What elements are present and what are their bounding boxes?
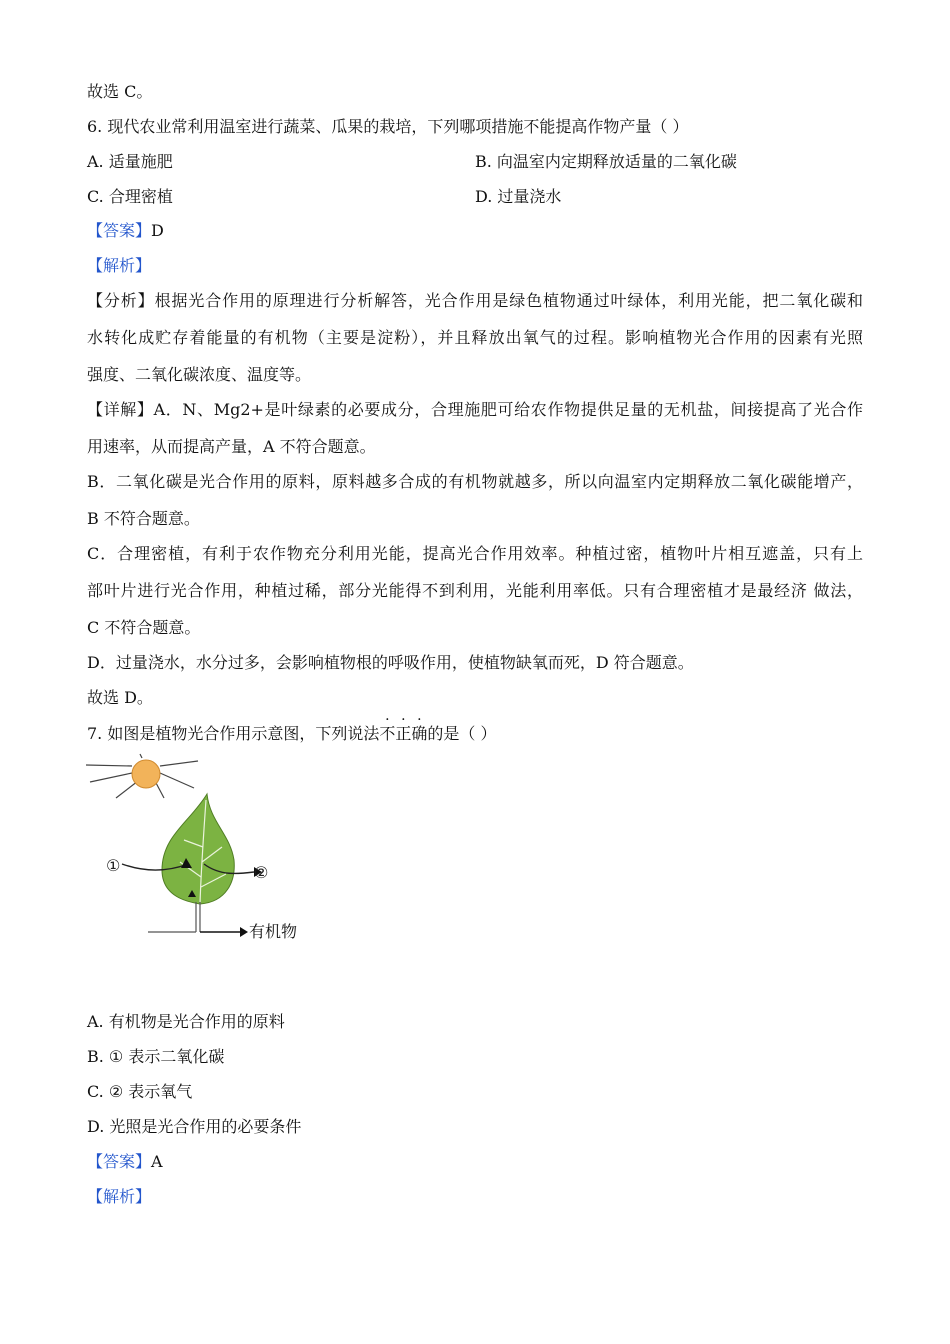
previous-conclusion: 故选 C。 (87, 82, 153, 101)
q7-answer: A (151, 1152, 163, 1171)
q6-option-c: C. 合理密植 (87, 187, 173, 206)
q6-option-d: D. 过量浇水 (475, 187, 562, 206)
q6-jiexi-tag: 【解析】 (87, 256, 152, 275)
sun-icon (132, 760, 160, 788)
emphasis-char: 确 (411, 724, 428, 743)
q6-detail-c-line-3: C 不符合题意。 (87, 618, 201, 637)
q7-stem: 7. 如图是植物光合作用示意图，下列说法不正确的是（ ） (87, 724, 497, 743)
analysis-tag: 【分析】 (87, 291, 155, 310)
q6-detail-c-line-2: 部叶片进行光合作用，种植过稀，部分光能得不到利用，光能利用率低。只有合理密植才是最经济 做法， (87, 581, 863, 600)
arrow-right-icon (240, 927, 248, 937)
answer-tag: 【答案】 (87, 1152, 152, 1171)
q6-option-a: A. 适量施肥 (87, 152, 173, 171)
q7-jiexi-tag: 【解析】 (87, 1187, 152, 1206)
q6-detail-c-line-1: C．合理密植，有利于农作物充分利用光能，提高光合作用效率。种植过密，植物叶片相互遮盖，只有上 (87, 544, 863, 563)
figure-label-organic: 有机物 (249, 922, 298, 941)
q6-option-b: B. 向温室内定期释放适量的二氧化碳 (475, 152, 737, 171)
q6-detail-b-line-1: B．二氧化碳是光合作用的原料，原料越多合成的有机物就越多，所以向温室内定期释放二氧化碳能增产， (87, 472, 863, 491)
q6-stem: 6. 现代农业常利用温室进行蔬菜、瓜果的栽培，下列哪项措施不能提高作物产量（ ） (87, 117, 689, 136)
photosynthesis-diagram (80, 752, 320, 947)
figure-label-2: ② (254, 863, 269, 882)
detail-tag: 【详解】 (87, 400, 154, 419)
q6-detail-b-line-2: B 不符合题意。 (87, 509, 200, 528)
q6-detail-a-line-1: 【详解】A．N、Mg2+是叶绿素的必要成分，合理施肥可给农作物提供足量的无机盐，间接提高了光合作 (87, 400, 863, 419)
q6-answer-line (87, 221, 164, 241)
q7-option-c: C. ② 表示氧气 (87, 1082, 193, 1101)
emphasis-char: 正 (395, 724, 412, 743)
q6-conclusion: 故选 D。 (87, 688, 153, 707)
q6-answer: D (151, 221, 164, 240)
q6-analysis-line-1: 【分析】根据光合作用的原理进行分析解答，光合作用是绿色植物通过叶绿体，利用光能，把二氧化碳和 (87, 291, 863, 310)
figure-label-1: ① (106, 856, 121, 875)
answer-tag: 【答案】 (87, 221, 152, 240)
q7-option-b: B. ① 表示二氧化碳 (87, 1047, 225, 1066)
emphasis-char: 不 (379, 724, 396, 743)
q7-answer-line (87, 1152, 163, 1172)
q6-detail-a-line-2: 用速率，从而提高产量，A 不符合题意。 (87, 437, 376, 456)
stem (196, 902, 200, 932)
q6-detail-d: D．过量浇水，水分过多，会影响植物根的呼吸作用，使植物缺氧而死，D 符合题意。 (87, 653, 694, 672)
q7-option-a: A. 有机物是光合作用的原料 (87, 1012, 285, 1031)
leaf-icon (162, 794, 234, 904)
q6-analysis-line-3: 强度、二氧化碳浓度、温度等。 (87, 365, 312, 384)
q7-option-d: D. 光照是光合作用的必要条件 (87, 1117, 302, 1136)
q6-analysis-line-2: 水转化成贮存着能量的有机物（主要是淀粉），并且释放出氧气的过程。影响植物光合作用的因素有光照 (87, 328, 863, 347)
